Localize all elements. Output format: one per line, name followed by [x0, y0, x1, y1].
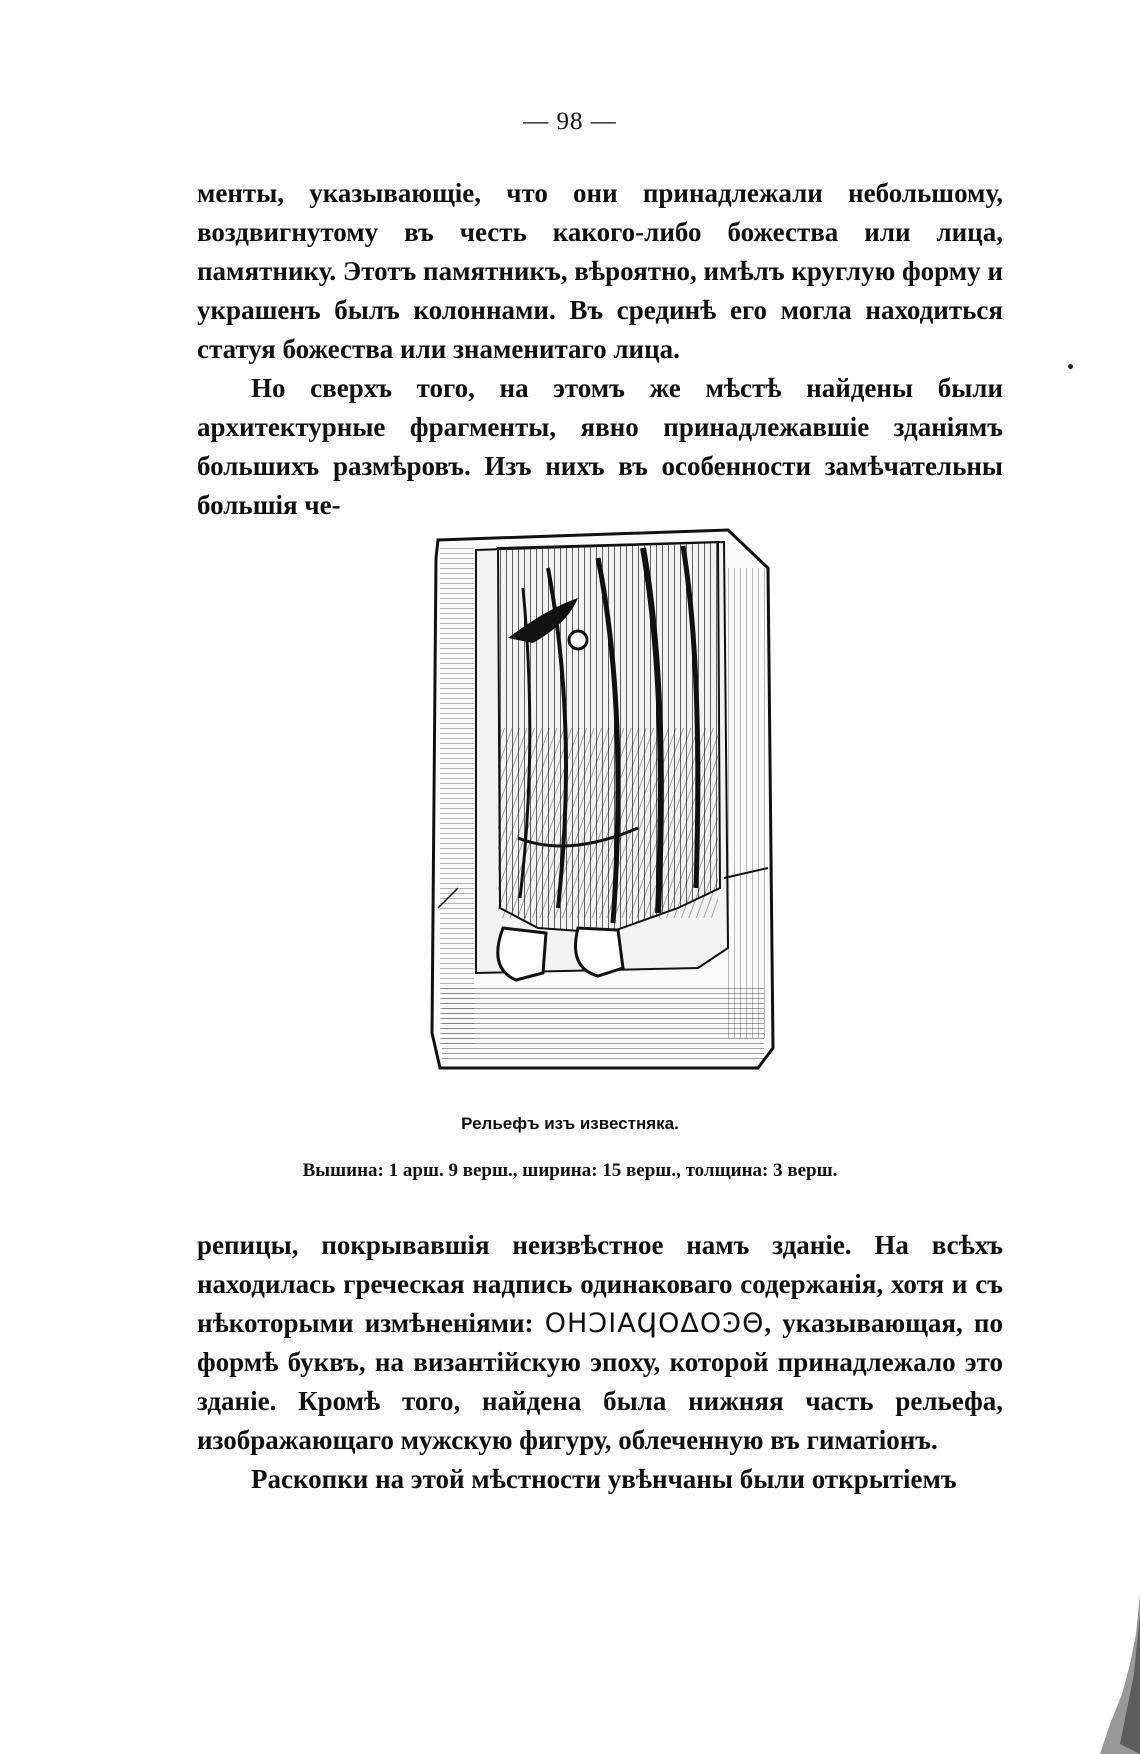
- paragraph-4: Раскопки на этой мѣстности увѣнчаны были открытіемъ: [251, 1464, 957, 1494]
- bottom-text-block: [197, 1226, 1003, 1499]
- top-text-block: [197, 174, 1003, 525]
- paragraph-3-end: , указывающая, по формѣ буквъ, на византійскую эпоху, которой принадлежало это зданіе. Кромѣ того, найдена была нижняя часть рельефа, изображающаго мужскую фигуру, облеченную въ гиматіонъ.: [197, 1308, 1003, 1455]
- paragraph-2: Но сверхъ того, на этомъ же мѣстѣ найдены были архитектурные фрагменты, явно принадлежавшіе зданіямъ большихъ размѣровъ. Изъ нихъ въ особенности замѣчательны большія че-: [197, 373, 1003, 520]
- page-edge-smudge: [1070, 1594, 1140, 1754]
- paragraph-1: менты, указывающіе, что они принадлежали небольшому, воздвигнутому въ честь какого-либо божества или лица, памятнику. Этотъ памятникъ, вѣроятно, имѣлъ круглую форму и украшенъ былъ колоннами. Въ срединѣ его могла находиться статуя божества или знаменитаго лица.: [197, 178, 1003, 364]
- greek-inscription: ΟΗϽΙΑϤΟΔΟϿΘ: [544, 1308, 765, 1339]
- figure-caption-dimensions: Вышина: 1 арш. 9 верш., ширина: 15 верш., толщина: 3 верш.: [302, 1160, 838, 1181]
- relief-illustration: [428, 528, 780, 1074]
- print-speck: [1068, 364, 1073, 369]
- figure-caption-title: Рельефъ изъ известняка.: [461, 1114, 679, 1133]
- left-foot: [498, 928, 546, 980]
- paragraph-3: [197, 1226, 1003, 1460]
- paragraph-3-start: репицы, покрывавшія неизвѣстное намъ зданіе. На всѣхъ находилась греческая надпись одинаковаго содержанія, хотя и съ нѣкоторыми измѣненіями:: [197, 1230, 1003, 1338]
- right-foot: [576, 928, 624, 976]
- page-number: — 98 —: [523, 108, 617, 135]
